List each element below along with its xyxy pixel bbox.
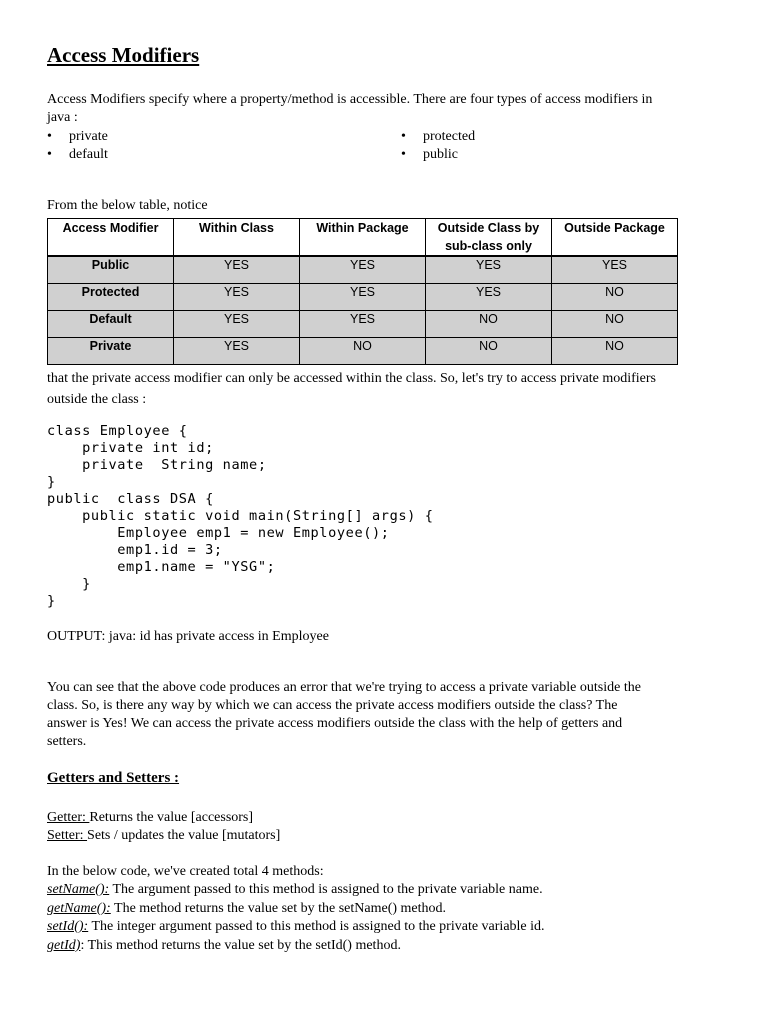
table-cell: YES [300,284,426,311]
bullet-label: public [423,147,458,162]
table-header-cell: Outside Package [552,219,678,257]
getter-definition [47,809,253,827]
header-line: Outside Class by [437,221,540,235]
setter-text: Sets / updates the value [mutators] [87,828,281,843]
method-name: getName(): [47,901,111,916]
table-header-cell: Within Package [300,219,426,257]
getter-label: Getter: [47,810,90,825]
intro-line-2: java : [47,110,78,125]
bullet-glyph: • [47,129,52,144]
table-cell: YES [300,311,426,338]
bullet-glyph: • [47,147,52,162]
intro-line-1: Access Modifiers specify where a property/method is accessible. There are four types of access modifiers in [47,92,653,107]
method-name: setName(): [47,882,110,897]
explanation-line: answer is Yes! We can access the private access modifiers outside the class with the help of getters and [47,716,623,731]
methods-intro: In the below code, we've created total 4 methods: [47,864,324,879]
table-row-header-cell: Default [48,311,174,338]
table-row-header-cell: Protected [48,284,174,311]
table-cell: YES [174,311,300,338]
after-table-line-1: that the private access modifier can only be accessed within the class. So, let's try to access private modifiers [47,371,656,386]
getters-setters-heading: Getters and Setters : [47,770,180,786]
after-table-line-2: outside the class : [47,392,147,407]
table-cell: YES [300,256,426,284]
table-cell: YES [174,256,300,284]
method-text: The method returns the value set by the setName() method. [110,901,447,916]
method-text: The argument passed to this method is assigned to the private variable name. [109,882,543,897]
method-item [47,881,543,899]
table-cell: YES [174,338,300,365]
table-header-cell: Access Modifier [48,219,174,257]
table-row [48,256,678,284]
method-text: : This method returns the value set by the setId() method. [80,938,401,953]
bullet-glyph: • [401,129,406,144]
page-title: Access Modifiers [47,43,200,67]
method-name: setId(): [47,919,89,934]
method-item [47,900,446,918]
explanation-line: You can see that the above code produces an error that we're trying to access a private variable outside the [47,680,641,695]
setter-label: Setter: [47,828,88,843]
explanation-line: setters. [47,734,87,749]
table-header-cell [426,219,552,257]
header-line: sub-class only [445,239,532,253]
bullet-glyph: • [401,147,406,162]
table-row [48,338,678,365]
table-cell: YES [174,284,300,311]
explanation-line: class. So, is there any way by which we can access the private access modifiers outside the class? The [47,698,618,713]
table-cell: NO [552,284,678,311]
method-item [47,937,401,955]
code-block: class Employee { private int id; private String name; } public class DSA { public static void main(String[] args) { Employee emp1 = new Employee(); emp1.id = 3; emp1.name = "YSG"; } } [47,423,434,609]
bullet-label: default [69,147,108,162]
getter-text: Returns the value [accessors] [89,810,254,825]
table-row [48,311,678,338]
output-line: OUTPUT: java: id has private access in Employee [47,629,329,644]
table-cell: YES [426,256,552,284]
access-modifier-table [47,218,678,365]
table-header-row [48,219,678,257]
table-row-header-cell: Public [48,256,174,284]
table-row [48,284,678,311]
bullet-item [47,146,108,164]
table-header-cell: Within Class [174,219,300,257]
table-cell: NO [300,338,426,365]
table-cell: NO [552,311,678,338]
table-cell: NO [426,311,552,338]
bullet-item [401,128,475,146]
bullet-label: protected [423,129,476,144]
table-cell: YES [552,256,678,284]
bullet-item [47,128,108,146]
table-cell: NO [552,338,678,365]
table-row-header-cell: Private [48,338,174,365]
bullet-item [401,146,458,164]
table-cell: NO [426,338,552,365]
table-intro: From the below table, notice [47,198,208,213]
table-cell: YES [426,284,552,311]
bullet-label: private [69,129,108,144]
setter-definition [47,827,280,845]
method-text: The integer argument passed to this method is assigned to the private variable id. [88,919,545,934]
method-name: getId) [47,938,81,953]
method-item [47,918,545,936]
